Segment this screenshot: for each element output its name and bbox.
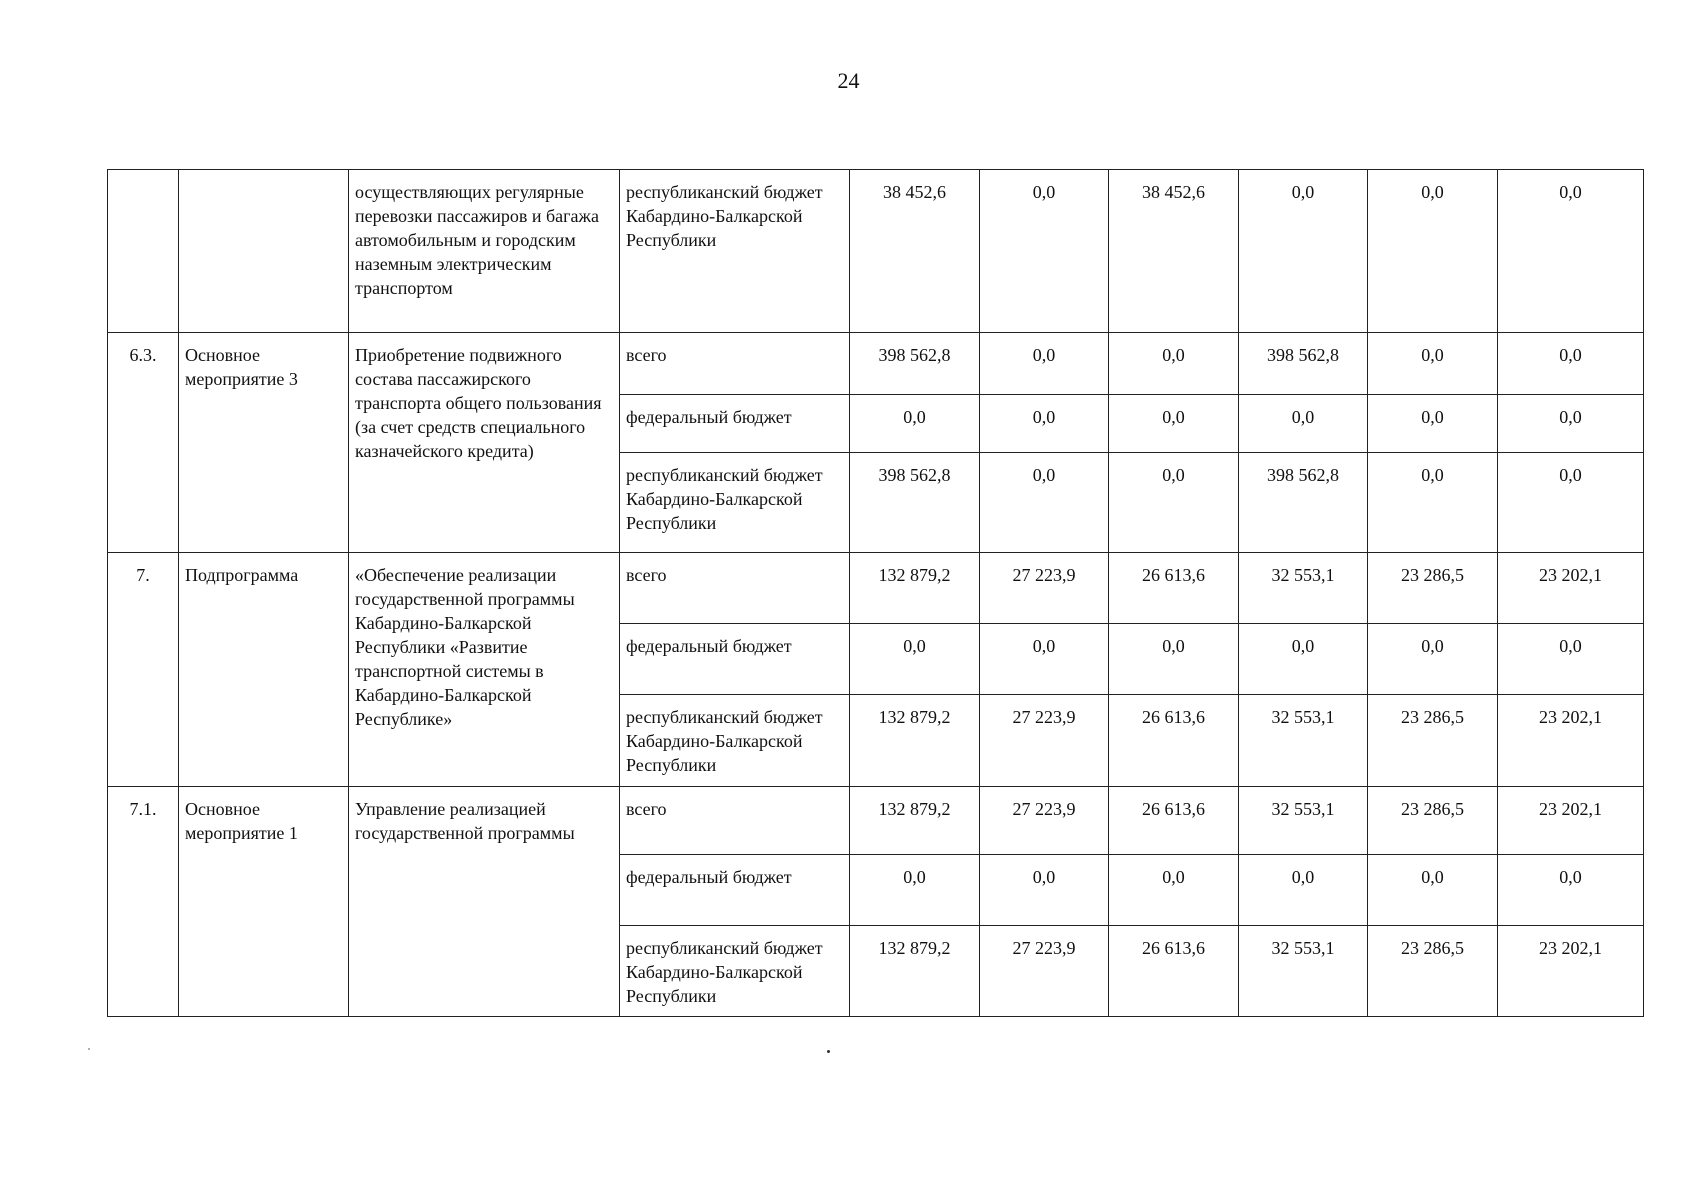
amount-cell: 26 613,6: [1109, 787, 1239, 855]
item-type-cell: [179, 170, 349, 333]
amount-cell: 132 879,2: [850, 787, 980, 855]
amount-cell: 26 613,6: [1109, 553, 1239, 624]
amount-cell: 0,0: [1109, 453, 1239, 553]
item-number-cell: 6.3.: [108, 333, 179, 553]
scan-speck: [88, 1048, 90, 1050]
funding-source-cell: республиканский бюджет Кабардино-Балкарской Республики: [620, 170, 850, 333]
amount-cell: 38 452,6: [1109, 170, 1239, 333]
item-number-cell: 7.: [108, 553, 179, 787]
item-number-cell: [108, 170, 179, 333]
item-title-cell: «Обеспечение реализации государственной программы Кабардино-Балкарской Республики «Развитие транспортной системы в Кабардино-Балкарской Республике»: [349, 553, 620, 787]
amount-cell: 23 202,1: [1498, 695, 1644, 787]
amount-cell: 0,0: [1109, 855, 1239, 926]
amount-cell: 0,0: [1368, 855, 1498, 926]
amount-cell: 0,0: [1109, 333, 1239, 395]
amount-cell: 0,0: [980, 170, 1109, 333]
amount-cell: 26 613,6: [1109, 695, 1239, 787]
amount-cell: 0,0: [1239, 855, 1368, 926]
amount-cell: 0,0: [850, 624, 980, 695]
amount-cell: 23 202,1: [1498, 553, 1644, 624]
amount-cell: 27 223,9: [980, 787, 1109, 855]
amount-cell: 23 286,5: [1368, 695, 1498, 787]
amount-cell: 132 879,2: [850, 553, 980, 624]
amount-cell: 23 286,5: [1368, 553, 1498, 624]
funding-source-cell: всего: [620, 333, 850, 395]
amount-cell: 0,0: [980, 333, 1109, 395]
item-type-cell: Основное мероприятие 3: [179, 333, 349, 553]
item-title-cell: Управление реализацией государственной программы: [349, 787, 620, 1017]
amount-cell: 398 562,8: [1239, 453, 1368, 553]
amount-cell: 0,0: [980, 624, 1109, 695]
amount-cell: 23 202,1: [1498, 926, 1644, 1017]
amount-cell: 0,0: [1498, 453, 1644, 553]
amount-cell: 27 223,9: [980, 695, 1109, 787]
table-row: [108, 333, 1644, 395]
amount-cell: 132 879,2: [850, 926, 980, 1017]
funding-source-cell: республиканский бюджет Кабардино-Балкарской Республики: [620, 926, 850, 1017]
amount-cell: 32 553,1: [1239, 926, 1368, 1017]
amount-cell: 32 553,1: [1239, 787, 1368, 855]
amount-cell: 32 553,1: [1239, 695, 1368, 787]
funding-source-cell: всего: [620, 787, 850, 855]
amount-cell: 0,0: [1368, 624, 1498, 695]
table-row: [108, 553, 1644, 624]
amount-cell: 0,0: [1368, 453, 1498, 553]
amount-cell: 0,0: [980, 453, 1109, 553]
funding-source-cell: федеральный бюджет: [620, 855, 850, 926]
amount-cell: 0,0: [1239, 170, 1368, 333]
funding-source-cell: всего: [620, 553, 850, 624]
page-number: 24: [837, 68, 860, 93]
item-title-cell: осуществляющих регулярные перевозки пассажиров и багажа автомобильным и городским наземным электрическим транспортом: [349, 170, 620, 333]
amount-cell: 27 223,9: [980, 553, 1109, 624]
table-row: [108, 170, 1644, 333]
amount-cell: 132 879,2: [850, 695, 980, 787]
item-type-cell: Основное мероприятие 1: [179, 787, 349, 1017]
amount-cell: 23 286,5: [1368, 926, 1498, 1017]
amount-cell: 23 202,1: [1498, 787, 1644, 855]
item-title-cell: Приобретение подвижного состава пассажирского транспорта общего пользования (за счет средств специального казначейского кредита): [349, 333, 620, 553]
funding-source-cell: республиканский бюджет Кабардино-Балкарской Республики: [620, 695, 850, 787]
amount-cell: 0,0: [1239, 395, 1368, 453]
amount-cell: 0,0: [1498, 170, 1644, 333]
amount-cell: 398 562,8: [850, 453, 980, 553]
amount-cell: 32 553,1: [1239, 553, 1368, 624]
amount-cell: 0,0: [1109, 624, 1239, 695]
scan-speck: [827, 1050, 830, 1053]
amount-cell: 398 562,8: [1239, 333, 1368, 395]
funding-source-cell: федеральный бюджет: [620, 395, 850, 453]
amount-cell: 27 223,9: [980, 926, 1109, 1017]
amount-cell: 0,0: [980, 855, 1109, 926]
amount-cell: 0,0: [1498, 624, 1644, 695]
amount-cell: 0,0: [1368, 170, 1498, 333]
funding-source-cell: федеральный бюджет: [620, 624, 850, 695]
amount-cell: 38 452,6: [850, 170, 980, 333]
amount-cell: 0,0: [1498, 855, 1644, 926]
amount-cell: 23 286,5: [1368, 787, 1498, 855]
item-number-cell: 7.1.: [108, 787, 179, 1017]
amount-cell: 0,0: [980, 395, 1109, 453]
amount-cell: 0,0: [1109, 395, 1239, 453]
funding-source-cell: республиканский бюджет Кабардино-Балкарской Республики: [620, 453, 850, 553]
amount-cell: 0,0: [850, 855, 980, 926]
amount-cell: 0,0: [1368, 395, 1498, 453]
item-type-cell: Подпрограмма: [179, 553, 349, 787]
amount-cell: 398 562,8: [850, 333, 980, 395]
amount-cell: 0,0: [1239, 624, 1368, 695]
budget-table-body: [108, 170, 1644, 1017]
amount-cell: 0,0: [1498, 395, 1644, 453]
budget-table: [107, 169, 1644, 1017]
table-row: [108, 787, 1644, 855]
amount-cell: 0,0: [1368, 333, 1498, 395]
amount-cell: 0,0: [1498, 333, 1644, 395]
amount-cell: 26 613,6: [1109, 926, 1239, 1017]
amount-cell: 0,0: [850, 395, 980, 453]
